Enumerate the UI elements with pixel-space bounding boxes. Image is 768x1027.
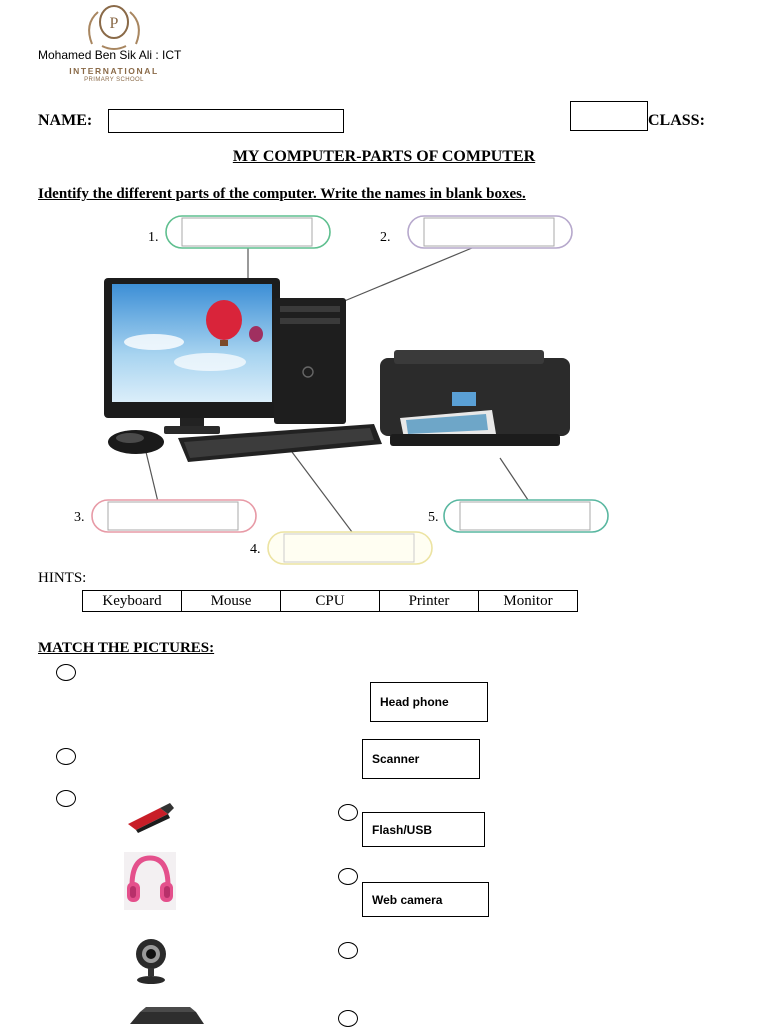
hint-keyboard: Keyboard	[83, 591, 182, 612]
school-name: INTERNATIONAL	[69, 66, 159, 76]
class-label: CLASS:	[648, 112, 705, 129]
label-number-5: 5.	[428, 510, 439, 525]
scanner-picture	[124, 1006, 206, 1024]
author-line: Mohamed Ben Sik Ali : ICT	[38, 48, 182, 62]
label-number-1: 1.	[148, 230, 159, 245]
computer-parts-diagram	[60, 212, 620, 572]
match-title: MATCH THE PICTURES:	[38, 640, 215, 656]
school-name-block	[60, 66, 168, 83]
name-label: NAME:	[38, 112, 93, 129]
hints-table	[82, 590, 578, 612]
match-circle-right-4[interactable]	[338, 1010, 358, 1027]
svg-text:P: P	[109, 15, 119, 32]
instruction-text: Identify the different parts of the computer. Write the names in blank boxes.	[38, 186, 526, 202]
match-circle-right-3[interactable]	[338, 942, 358, 959]
hint-printer: Printer	[380, 591, 479, 612]
mouse-picture	[108, 430, 164, 454]
match-circle-right-1[interactable]	[338, 804, 358, 821]
leader-line-3	[146, 452, 158, 502]
answer-box-4[interactable]	[268, 532, 432, 564]
class-input-box[interactable]	[570, 101, 648, 131]
match-circle-left-1[interactable]	[56, 664, 76, 681]
name-input-box[interactable]	[108, 109, 344, 133]
monitor-picture	[104, 278, 280, 434]
word-box-web-camera: Web camera	[362, 882, 489, 917]
label-number-3: 3.	[74, 510, 85, 525]
word-box-scanner: Scanner	[362, 739, 480, 779]
hint-monitor: Monitor	[479, 591, 578, 612]
answer-box-3[interactable]	[92, 500, 256, 532]
label-number-2: 2.	[380, 230, 391, 245]
match-circle-left-3[interactable]	[56, 790, 76, 807]
hints-label: HINTS:	[38, 570, 87, 586]
word-box-flash-usb: Flash/USB	[362, 812, 485, 847]
answer-box-5[interactable]	[444, 500, 608, 532]
headphone-picture	[124, 852, 176, 910]
cpu-picture	[274, 298, 346, 424]
answer-box-2[interactable]	[408, 216, 572, 248]
leader-line-4	[292, 452, 352, 532]
answer-box-1[interactable]	[166, 216, 330, 248]
match-circle-left-2[interactable]	[56, 748, 76, 765]
school-type: PRIMARY SCHOOL	[84, 77, 144, 83]
hint-cpu: CPU	[281, 591, 380, 612]
leader-line-2	[342, 248, 472, 302]
label-number-4: 4.	[250, 542, 261, 557]
leader-line-5	[500, 458, 528, 500]
hint-mouse: Mouse	[182, 591, 281, 612]
webcam-picture	[132, 936, 170, 986]
word-box-head-phone: Head phone	[370, 682, 488, 722]
usb-picture	[124, 800, 176, 834]
printer-picture	[380, 350, 570, 446]
page-title: MY COMPUTER-PARTS OF COMPUTER	[232, 148, 536, 165]
match-circle-right-2[interactable]	[338, 868, 358, 885]
